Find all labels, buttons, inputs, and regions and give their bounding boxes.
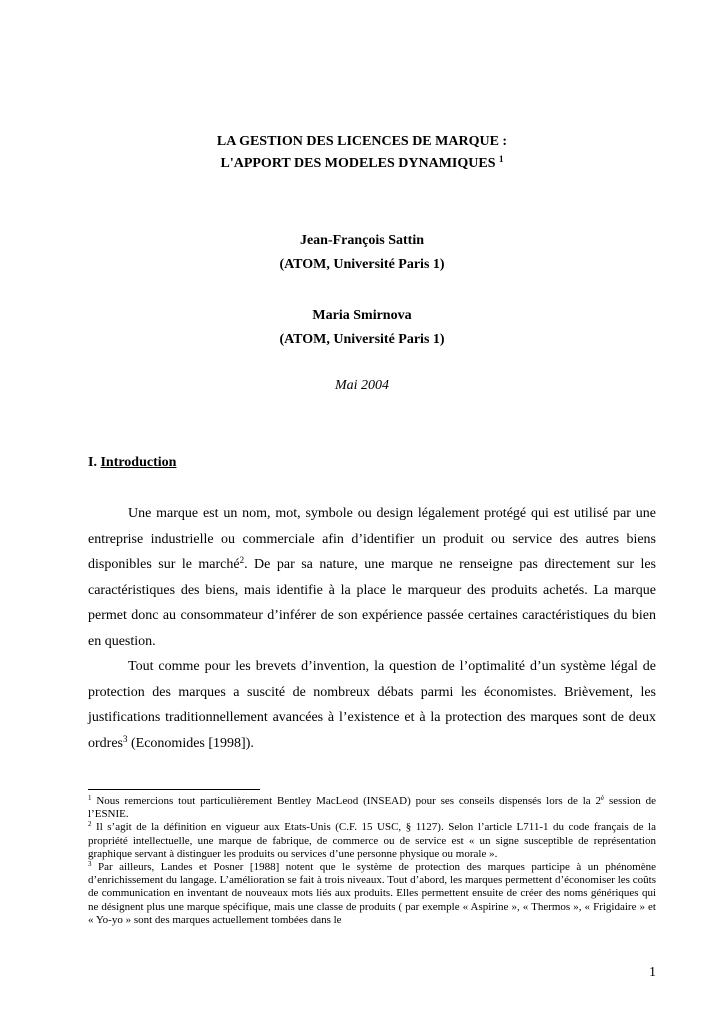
author-block <box>0 229 724 352</box>
author-affiliation: (ATOM, Université Paris 1) <box>279 332 445 347</box>
title-footnote-ref[interactable]: 1 <box>499 154 504 164</box>
footnote-text: Par ailleurs, Landes et Posner [1988] notent que le système de protection des marques participe à un phénomène d’enrichissement du langage. L’amélioration se fait à trois niveaux. Tout d’abord, les marques permettent d’économiser les coûts de communication en inventant de nouveaux mots liés aux produits. Elles permettent ensuite de créer des noms génériques qui ne désignent plus une marque spécifique, mais une classe de produits ( par exemple « Aspirine », « Thermos », « Frigidaire » et « Yo-yo » sont des marques actuellement tombées dans le <box>88 861 656 926</box>
page-number: 1 <box>649 965 656 980</box>
author-affiliation: (ATOM, Université Paris 1) <box>279 257 445 272</box>
footnote-separator <box>88 789 260 790</box>
footnote-ref[interactable]: 2 <box>239 555 245 565</box>
footnote-text: session de l’ESNIE. <box>88 795 657 821</box>
paper-date: Mai 2004 <box>334 378 390 393</box>
author-name: Maria Smirnova <box>312 308 412 323</box>
paper-title <box>0 131 724 175</box>
footnote-number: 1 <box>88 794 92 802</box>
section-title: Introduction <box>100 455 177 470</box>
footnote-text: Nous remercions tout particulièrement Bentley MacLeod (INSEAD) pour ses conseils dispensés lors de la 2 <box>96 795 602 807</box>
paragraph-text: . De par sa nature, une marque ne renseigne pas directement sur les caractéristiques des biens, mais identifie à la place le marqueur des produits achetés. La marque permet donc au consommateur d’inférer de son expérience passée certaines caractéristiques du bien en question. <box>88 557 656 649</box>
section-number: I. <box>88 455 97 470</box>
paragraph-text: Une marque est un nom, mot, symbole ou design légalement protégé qui est utilisé par une entreprise industrielle ou commerciale afin d’identifier un produit ou service des autres biens disponibles sur le marché <box>88 506 656 572</box>
author-name: Jean-François Sattin <box>299 233 425 248</box>
paragraph-text: (Economides [1998]). <box>127 735 254 751</box>
footnote-superscript: è <box>601 794 605 802</box>
section-heading <box>88 455 176 471</box>
footnote-number: 2 <box>88 820 92 829</box>
title-line-1: LA GESTION DES LICENCES DE MARQUE : <box>216 134 508 149</box>
footnote-number: 3 <box>88 860 92 869</box>
body-text <box>88 501 656 756</box>
paragraph-text: Tout comme pour les brevets d’invention, la question de l’optimalité d’un système légal de protection des marques a suscité de nombreux débats parmi les économistes. Brièvement, les justifications traditionnellement avancées à l’existence et à la protection des marques sont de deux ordres <box>88 659 656 751</box>
title-line-2 <box>0 153 724 175</box>
paragraph <box>88 501 656 654</box>
footnote <box>88 821 656 861</box>
footnote-text: Il s’agit de la définition en vigueur aux Etats-Unis (C.F. 15 USC, § 1127). Selon l’article L711-1 du code français de la propriété intellectuelle, une marque de fabrique, de commerce ou de service est « un signe susceptible de représentation graphique servant à distinguer les produits ou services d’une personne physique ou morale ». <box>88 821 657 860</box>
footnote-ref[interactable]: 3 <box>123 733 128 744</box>
title-line-2-text: L'APPORT DES MODELES DYNAMIQUES <box>220 156 496 171</box>
footnotes <box>88 795 656 927</box>
footnote <box>88 795 656 821</box>
paragraph <box>88 654 656 756</box>
footnote <box>88 861 656 927</box>
